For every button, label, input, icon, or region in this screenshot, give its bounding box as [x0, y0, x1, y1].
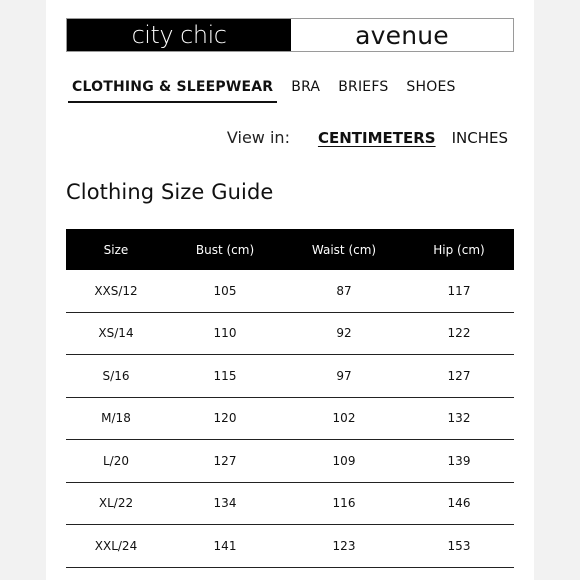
cell-waist: 87	[284, 270, 404, 312]
cell-size: XXS/12	[66, 270, 166, 312]
column-header-waist: Waist (cm)	[311, 242, 377, 257]
column-header-size: Size	[103, 242, 129, 257]
table-row	[66, 525, 514, 568]
cell-size: M/18	[66, 397, 166, 440]
tab-clothing-sleepwear[interactable]: CLOTHING & SLEEPWEAR	[68, 79, 277, 103]
cell-hip: 122	[404, 312, 514, 355]
cell-waist: 97	[284, 355, 404, 398]
cell-size: XL/22	[66, 482, 166, 525]
cell-hip: 117	[404, 270, 514, 312]
size-guide-page	[46, 0, 534, 580]
cell-hip: 153	[404, 525, 514, 568]
cell-bust: 120	[166, 397, 284, 440]
unit-selector	[227, 128, 508, 147]
cell-hip: 139	[404, 440, 514, 483]
cell-bust: 134	[166, 482, 284, 525]
category-tabs	[68, 79, 470, 103]
tab-briefs[interactable]: BRIEFS	[338, 79, 389, 95]
cell-bust: 115	[166, 355, 284, 398]
cell-bust: 127	[166, 440, 284, 483]
unit-option-centimeters[interactable]: CENTIMETERS	[317, 129, 436, 147]
cell-bust: 141	[166, 525, 284, 568]
column-header-hip: Hip (cm)	[433, 242, 485, 257]
cell-bust: 110	[166, 312, 284, 355]
cell-bust: 105	[166, 270, 284, 312]
table-row	[66, 440, 514, 483]
cell-size: L/20	[66, 440, 166, 483]
cell-waist: 92	[284, 312, 404, 355]
unit-selector-label: View in:	[226, 128, 290, 147]
brand-tab-avenue[interactable]: avenue	[291, 19, 513, 51]
table-row	[66, 482, 514, 525]
size-table-header	[66, 229, 514, 270]
cell-waist: 109	[284, 440, 404, 483]
table-row	[66, 355, 514, 398]
brand-switcher	[66, 18, 514, 52]
cell-waist: 123	[284, 525, 404, 568]
table-row	[66, 397, 514, 440]
tab-shoes[interactable]: SHOES	[406, 79, 456, 95]
cell-waist: 116	[284, 482, 404, 525]
size-table-body	[66, 270, 514, 567]
unit-option-inches[interactable]: INCHES	[451, 129, 508, 147]
cell-hip: 127	[404, 355, 514, 398]
cell-hip: 146	[404, 482, 514, 525]
table-row	[66, 312, 514, 355]
header-row	[66, 229, 514, 270]
cell-size: XS/14	[66, 312, 166, 355]
column-header-bust: Bust (cm)	[195, 242, 255, 257]
cell-size: XXL/24	[66, 525, 166, 568]
table-row	[66, 270, 514, 312]
size-table	[66, 229, 514, 568]
tab-bra[interactable]: BRA	[291, 79, 321, 95]
page-title: Clothing Size Guide	[66, 180, 274, 204]
cell-waist: 102	[284, 397, 404, 440]
cell-hip: 132	[404, 397, 514, 440]
cell-size: S/16	[66, 355, 166, 398]
brand-tab-city-chic[interactable]: city chic	[67, 19, 291, 51]
